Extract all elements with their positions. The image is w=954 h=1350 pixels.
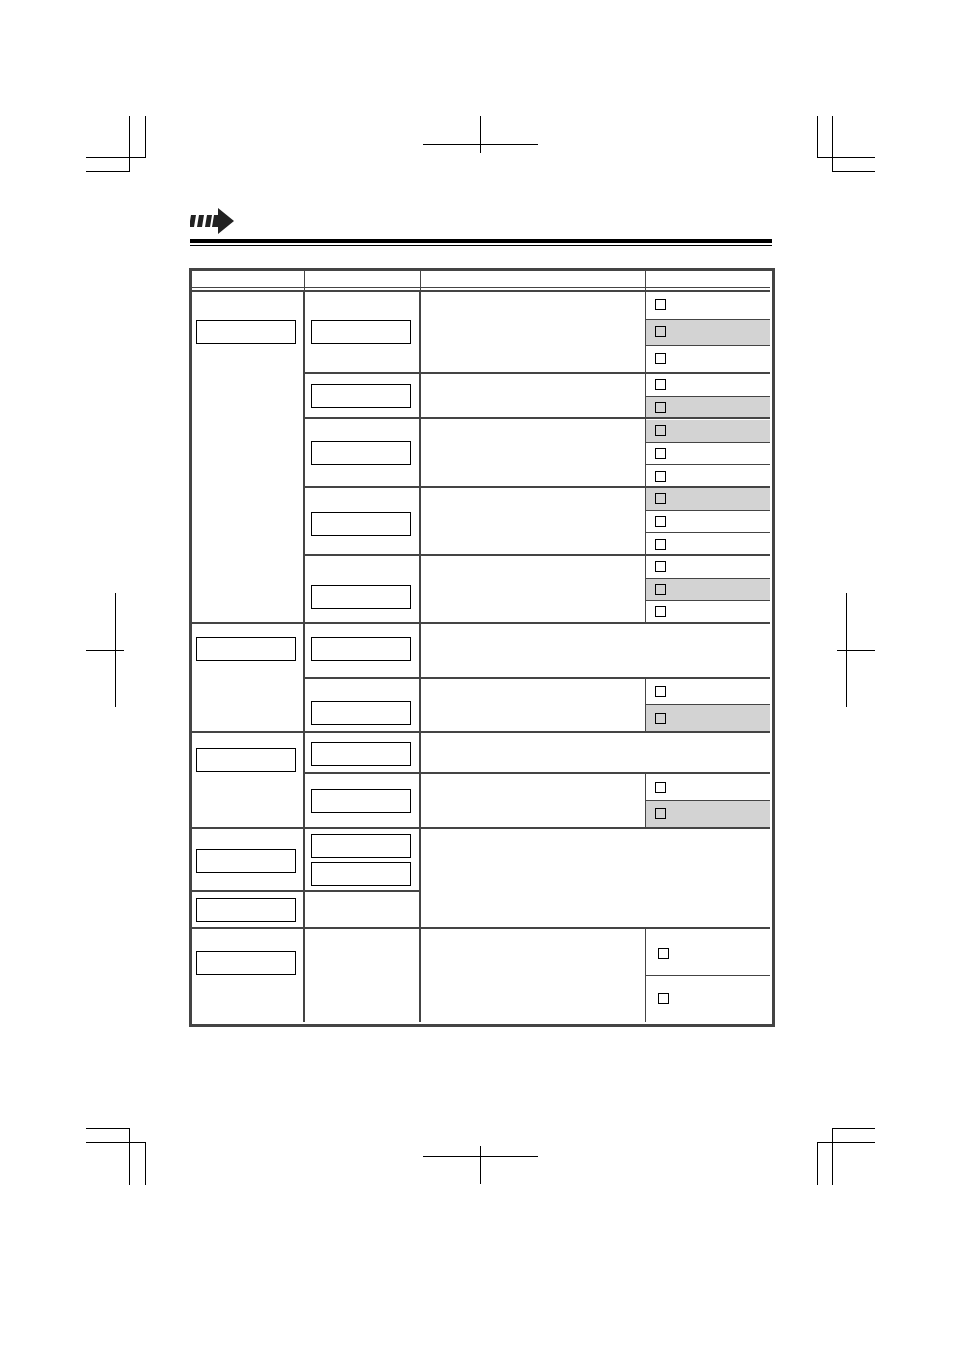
crop-mark-line — [832, 116, 833, 172]
option-divider — [646, 975, 770, 976]
option-checkbox[interactable] — [655, 516, 666, 527]
group-divider — [190, 731, 770, 733]
option-divider — [646, 510, 770, 511]
crop-mark-line — [86, 157, 145, 158]
column-divider — [645, 270, 646, 292]
crop-mark-line — [423, 1156, 538, 1157]
setting-label-box — [196, 320, 296, 344]
crop-mark-line — [145, 116, 146, 158]
option-checkbox[interactable] — [655, 402, 666, 413]
group-divider — [190, 827, 770, 829]
option-divider — [646, 532, 770, 533]
row-divider — [304, 554, 770, 556]
sub-setting-label-box — [311, 585, 411, 609]
option-checkbox[interactable] — [658, 993, 669, 1004]
crop-mark-line — [817, 1142, 875, 1143]
row-divider — [304, 772, 770, 774]
sub-setting-label-box — [311, 862, 411, 886]
setting-label-box — [196, 637, 296, 661]
crop-mark-line — [145, 1142, 146, 1185]
header-rule-thin — [190, 245, 772, 246]
crop-mark-line — [832, 171, 875, 172]
option-checkbox[interactable] — [655, 539, 666, 550]
option-divider — [646, 464, 770, 465]
group-divider — [190, 927, 770, 929]
option-divider — [646, 319, 770, 320]
option-divider — [646, 442, 770, 443]
header-divider — [190, 290, 770, 292]
crop-mark-line — [832, 1128, 833, 1185]
header-divider — [190, 287, 770, 288]
column-divider — [645, 679, 646, 732]
column-divider — [419, 291, 421, 1022]
crop-mark-line — [832, 1128, 875, 1129]
option-checkbox[interactable] — [655, 448, 666, 459]
sub-setting-label-box — [311, 742, 411, 766]
column-divider — [645, 291, 646, 624]
option-divider — [646, 578, 770, 579]
row-divider — [304, 677, 770, 679]
option-checkbox[interactable] — [655, 425, 666, 436]
crop-mark-line — [86, 1142, 145, 1143]
column-divider — [303, 291, 305, 1022]
sub-setting-label-box — [311, 384, 411, 408]
sub-setting-label-box — [311, 834, 411, 858]
sub-setting-label-box — [311, 441, 411, 465]
option-checkbox[interactable] — [655, 808, 666, 819]
crop-mark-line — [817, 157, 875, 158]
option-divider — [646, 396, 770, 397]
option-checkbox[interactable] — [655, 686, 666, 697]
crop-mark-line — [129, 1128, 130, 1185]
setting-label-box — [196, 898, 296, 922]
option-checkbox[interactable] — [655, 379, 666, 390]
column-divider — [420, 270, 421, 292]
header-rule-thick — [190, 239, 772, 243]
sub-setting-label-box — [311, 789, 411, 813]
sub-setting-label-box — [311, 512, 411, 536]
crop-mark-line — [837, 650, 875, 651]
option-checkbox[interactable] — [655, 782, 666, 793]
option-checkbox[interactable] — [655, 326, 666, 337]
sub-setting-label-box — [311, 320, 411, 344]
crop-mark-line — [817, 1142, 818, 1185]
group-divider — [190, 622, 770, 624]
crop-mark-line — [86, 171, 130, 172]
option-checkbox[interactable] — [655, 493, 666, 504]
option-divider — [646, 600, 770, 601]
option-checkbox[interactable] — [655, 713, 666, 724]
option-divider — [646, 345, 770, 346]
crop-mark-line — [86, 1128, 130, 1129]
option-checkbox[interactable] — [655, 299, 666, 310]
sub-setting-label-box — [311, 701, 411, 725]
column-divider — [645, 774, 646, 828]
option-checkbox[interactable] — [655, 471, 666, 482]
option-checkbox[interactable] — [655, 584, 666, 595]
row-divider — [304, 417, 770, 419]
option-checkbox[interactable] — [658, 948, 669, 959]
option-checkbox[interactable] — [655, 561, 666, 572]
crop-mark-line — [480, 1146, 481, 1184]
crop-mark-line — [129, 116, 130, 172]
crop-mark-line — [86, 650, 124, 651]
column-divider — [304, 270, 305, 292]
crop-mark-line — [423, 144, 538, 145]
crop-mark-line — [480, 116, 481, 153]
group-divider — [190, 890, 420, 892]
setting-label-box — [196, 951, 296, 975]
next-page-arrow-icon — [190, 208, 236, 234]
option-divider — [646, 800, 770, 801]
sub-setting-label-box — [311, 637, 411, 661]
row-divider — [304, 486, 770, 488]
option-checkbox[interactable] — [655, 606, 666, 617]
option-divider — [646, 704, 770, 705]
crop-mark-line — [817, 116, 818, 158]
row-divider — [304, 372, 770, 374]
setting-label-box — [196, 849, 296, 873]
setting-label-box — [196, 748, 296, 772]
option-checkbox[interactable] — [655, 353, 666, 364]
